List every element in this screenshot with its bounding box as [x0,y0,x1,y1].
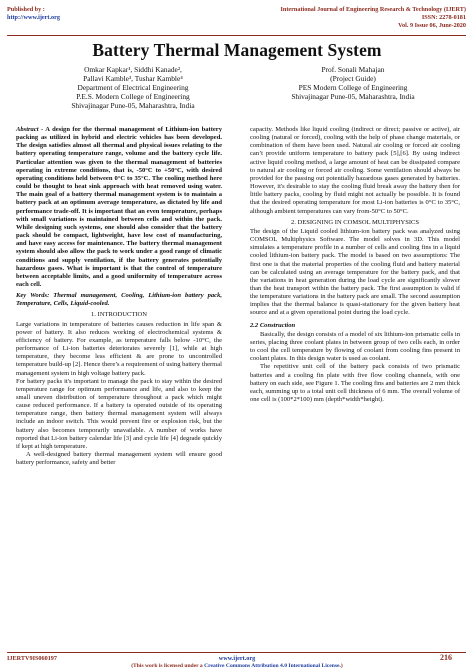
site-link[interactable]: www.ijert.org [218,655,256,662]
paragraph: The repetitive unit cell of the battery pack consists of two prismatic batteries and a cooling fin plate with five flow cooling channels, with one battery on each side, see Figure 1. The cooling fins and batteries are 2 mm thick each, summing up to a total unit cell thickness of 6 mm. The overall volume of one cell is (100*2*100) mm (depth*width*height). [250,363,460,403]
author-line: PES Modern College of Engineering [298,83,408,93]
author-line: Pallavi Kamble³, Tushar Kamble⁴ [83,74,183,84]
publisher-block [7,6,60,22]
paper-id: IJERTV9IS060197 [7,655,57,662]
abstract-lead: Abstract [16,126,39,133]
section-heading-introduction: 1. INTRODUCTION [90,311,147,319]
left-column [16,126,222,467]
volume-issue: Vol. 9 Issue 06, June-2020 [398,22,466,29]
right-column [250,126,460,404]
abstract-text: - A design for the thermal management of Lithium-ion battery packing as utilized in hybrid and electric vehicles has been developed. The design satisfies almost all thermal and physical issues relating to the battery operating temperature range, volume and the battery cycle life. Particular attention was given to the thermal management of batteries operating in extreme conditions, that is, -50°C to +50°C, with desired operating conditions held between 0°C to 35°C. The cooling method here could be thought to heat sink approach with heat removed using water. The main goal of a battery thermal management system is to maintain a battery pack at an optimum average temperature, as dictated by life and performance trade-off. It is important that an even temperature, perhaps with small variations is maintained between cells and within the pack. While designing such systems, one should also consider that the battery pack should be compact, lightweight, have low cost of manufacturing, and have easy access for maintenance. The battery thermal management system should also allow the pack to work under a good range of climatic conditions and supply ventilation, if the battery generates potentially hazardous gases. What is important is that the control of temperature between acceptable limits, and a good uniformity of temperature across each cell. [16,126,222,288]
license-suffix: ) [340,663,343,669]
license-link[interactable]: Creative Commons Attribution 4.0 International License. [204,663,341,669]
publisher-label: Published by : [7,6,45,13]
keywords [16,292,222,308]
subsection-heading-construction: 2.2 Construction [250,321,296,329]
author-block-right [268,65,438,101]
publisher-url-link[interactable]: http://www.ijert.org [7,14,60,21]
page-number: 216 [440,653,452,662]
paragraph: The design of the Liquid cooled lithium-ion battery pack was analyzed using COMSOL Multiphysics Software. The model solves in 3D. This model simulates a temperature profile in a number of cells and cooling fins in a liquid cooled lithium-ion battery pack. The model is based on two assumptions: The first one is that the material properties of the cooling fluid and battery material can be calculated using an average temperature for the battery pack, and that the variations in heat generation during the load cycle are significantly slower than the heat transport within the battery pack. The first assumption is valid if the temperature variations in the battery pack are small. The second assumption implies that the thermal balance is quasi-stationary for the given battery heat source and at a given operational point during the load cycle. [250,227,460,317]
license-prefix: (This work is licensed under a [131,663,205,669]
issn: ISSN: 2278-0181 [421,14,466,21]
author-line: Omkar Kapkar¹, Siddhi Kanade², [84,65,182,74]
author-line: (Project Guide) [330,74,376,84]
section-heading-comsol: 2. DESIGNING IN COMSOL MULTIPHYSICS [290,218,420,226]
author-block-left [48,65,218,110]
header-divider [7,35,466,36]
journal-name: International Journal of Engineering Research & Technology (IJERT) [280,6,466,13]
footer-divider [7,652,466,653]
paper-title: Battery Thermal Management System [92,40,382,60]
paragraph: Large variations in temperature of batteries causes reduction in life span & power of battery. It also reduces working of electrochemical systems & efficiency of battery. For example, as temperature falls below -10°C, the performance of Li-ion batteries deteriorates severely [1], while at high temperature, they become less efficient & are prone to uncontrolled temperature build-up [2]. Hence there’s a requirement of using battery thermal management system in high voltage battery pack. [16,320,222,377]
paragraph: A well-designed battery thermal management system will ensure good battery performance, safety and better [16,451,222,467]
author-line: Shivajinagar Pune-05, Maharashtra, India [71,101,195,111]
abstract [16,126,222,289]
journal-block [281,6,466,30]
author-line: Shivajinagar Pune-05, Maharashtra, India [291,92,415,102]
paragraph: capacity. Methods like liquid cooling (indirect or direct; passive or active), air cooling (natural or forced), cooling with the help of phase change materials, or combination of them have been used. Natural air cooling or forced air cooling can’t provide uniform temperature to battery pack [5],[6]. By using indirect active liquid cooling method, a large amount of heat can be dissipated compare to natural air cooling or forced air cooling. Some ventilation should always be provided for the passing out potentially hazardous gases generated by batteries. However, it's desirable to stay the cooling fluid break away the battery then for little battery packs, cooling by fluid might not actually be possible. It is found that the desired operating temperature for most Li-ion batteries is 0°C to 35°C, although ambient temperatures can vary from-50°C to 50°C. [250,126,460,215]
paragraph: For battery packs it's important to manage the pack to stay within the desired temperature range for optimum performance and life, and also to keep the small uneven distribution of temperature throughout a pack which might cause reduced performance. If a battery is operated outside of its operating temperature range, then battery thermal management system will always include an indoor switch. This would prevent fire or explosion risk, but the battery also becomes temporarily unavailable. A number of works have reported that Li-ion battery calendar life [3] and cycle life [4] degrade quickly if kept at high temperature. [16,377,222,450]
author-line: Prof. Sonali Mahajan [321,65,385,74]
paragraph: Basically, the design consists of a model of six lithium-ion prismatic cells in series, placing three coolant plates in between group of two cells each, in order to cool the cell temperature by flowing of coolant from cooling fins present in coolant plates. In this design water is used as coolant. [250,330,460,363]
keywords-text: Thermal management, Cooling, Lithium-ion battery pack, Temperature, Cells, Liquid-cooled. [16,292,222,308]
author-line: Department of Electrical Engineering [77,83,189,93]
keywords-lead: Key Words: [16,292,50,300]
author-line: P.E.S. Modern College of Engineering [76,92,190,102]
license-notice [0,663,474,669]
